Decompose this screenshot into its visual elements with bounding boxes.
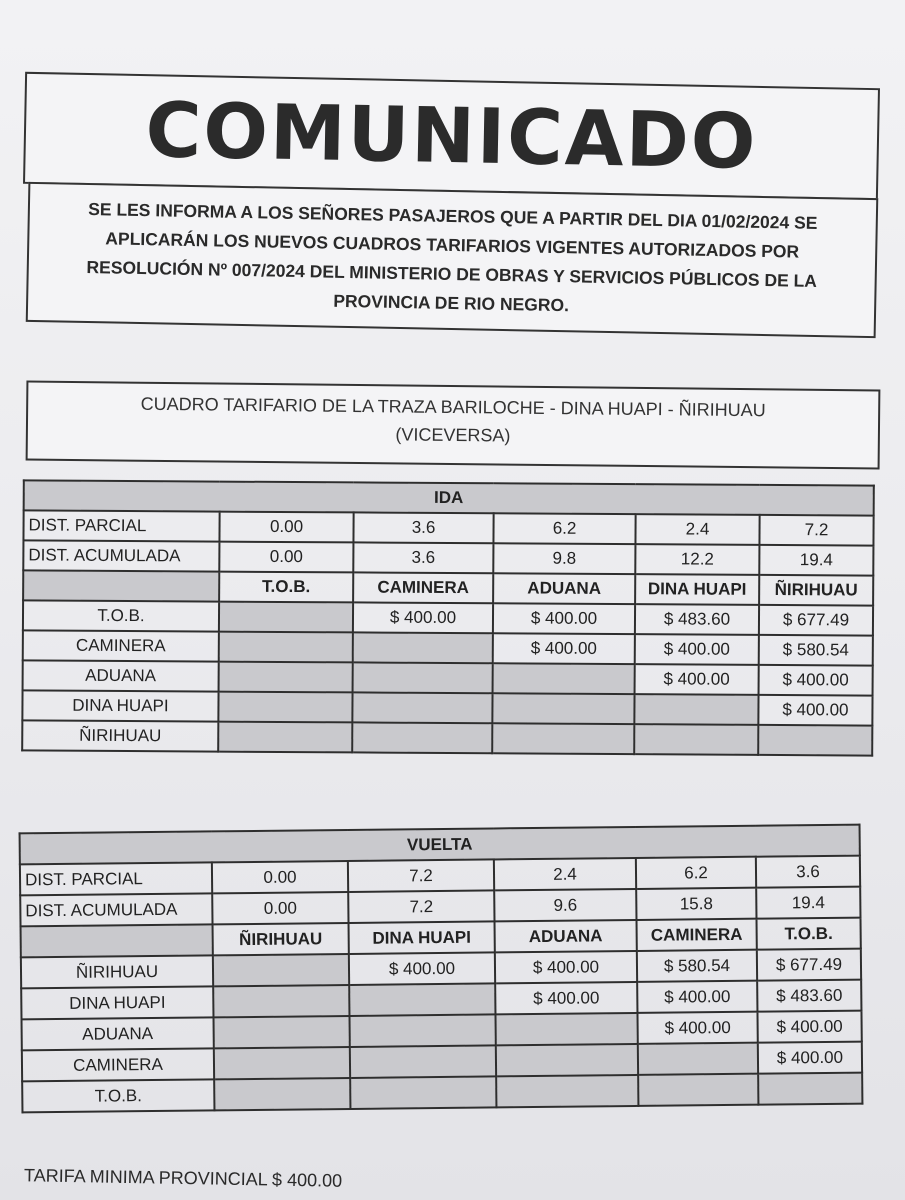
ida-fare-cell	[634, 694, 758, 725]
ida-fare-cell: $ 400.00	[635, 664, 759, 695]
ida-fare-cell: $ 400.00	[758, 695, 872, 726]
vuelta-fare-cell	[638, 1043, 758, 1075]
vuelta-fare-cell	[350, 1076, 496, 1109]
ida-fare-cell	[218, 722, 352, 753]
ida-dist-acumulada-label: DIST. ACUMULADA	[23, 540, 219, 571]
vuelta-fare-cell	[496, 1044, 638, 1076]
vuelta-dist-acumulada-cell: 0.00	[212, 892, 348, 924]
vuelta-fare-cell	[213, 985, 349, 1017]
ida-dist-acumulada-cell: 3.6	[353, 542, 493, 573]
ida-dist-parcial-cell: 6.2	[493, 513, 635, 544]
ida-heading: IDA	[24, 480, 874, 515]
ida-fare-cell: $ 400.00	[353, 602, 493, 633]
ida-row-label: ADUANA	[23, 660, 219, 691]
ida-fare-cell: $ 400.00	[635, 634, 759, 665]
ida-corner-cell	[23, 570, 219, 601]
ida-fare-cell	[352, 692, 492, 723]
ida-fare-row	[22, 720, 872, 755]
vuelta-fare-cell: $ 483.60	[757, 980, 861, 1012]
ida-fare-cell: $ 677.49	[759, 605, 873, 636]
subtitle-line-2: (VICEVERSA)	[395, 424, 511, 446]
ida-fare-cell	[353, 632, 493, 663]
ida-fare-cell: $ 483.60	[635, 604, 759, 635]
vuelta-dist-parcial-label: DIST. PARCIAL	[20, 862, 212, 895]
vuelta-dist-parcial-cell: 6.2	[636, 857, 756, 889]
vuelta-dist-parcial-cell: 7.2	[348, 859, 494, 892]
ida-fare-cell	[219, 632, 353, 663]
vuelta-row-label: DINA HUAPI	[21, 986, 213, 1019]
ida-fare-cell	[353, 662, 493, 693]
vuelta-fare-cell	[638, 1074, 758, 1106]
vuelta-fare-cell: $ 580.54	[637, 950, 757, 982]
vuelta-fare-cell: $ 400.00	[349, 952, 495, 985]
ida-fare-cell	[219, 602, 353, 633]
vuelta-heading: VUELTA	[20, 825, 860, 865]
ida-fare-cell: $ 400.00	[493, 633, 635, 664]
ida-dist-acumulada-cell: 19.4	[759, 545, 873, 576]
ida-stop-header: T.O.B.	[219, 572, 353, 603]
ida-fare-cell	[492, 723, 634, 754]
vuelta-stop-header: ÑIRIHUAU	[213, 923, 349, 955]
vuelta-row-label: CAMINERA	[22, 1048, 214, 1081]
ida-dist-acumulada-cell: 0.00	[219, 542, 353, 573]
ida-stop-header: CAMINERA	[353, 572, 493, 603]
ida-dist-parcial-cell: 2.4	[635, 514, 759, 545]
vuelta-stop-header: ADUANA	[495, 920, 637, 952]
ida-dist-acumulada-cell: 9.8	[493, 543, 635, 574]
vuelta-fare-cell	[214, 1078, 350, 1110]
vuelta-fare-cell: $ 400.00	[757, 1011, 861, 1043]
vuelta-dist-parcial-cell: 3.6	[756, 856, 860, 888]
ida-row-label: DINA HUAPI	[22, 690, 218, 721]
vuelta-fare-table	[19, 824, 864, 1114]
ida-fare-table	[21, 479, 875, 756]
vuelta-row-label: ADUANA	[22, 1017, 214, 1050]
vuelta-dist-parcial-cell: 2.4	[494, 858, 636, 890]
vuelta-fare-cell	[495, 1013, 637, 1045]
ida-dist-parcial-label: DIST. PARCIAL	[23, 510, 219, 541]
ida-stop-header: ÑIRIHUAU	[759, 575, 873, 606]
vuelta-fare-cell	[349, 1014, 495, 1047]
vuelta-stop-header: DINA HUAPI	[349, 921, 495, 954]
notice-line-2: APLICARÁN LOS NUEVOS CUADROS TARIFARIOS VIGENTES AUTORIZADOS POR	[105, 228, 800, 262]
notice-line-3: RESOLUCIÓN Nº 007/2024 DEL MINISTERIO DE OBRAS Y SERVICIOS PÚBLICOS DE LA	[86, 256, 818, 292]
vuelta-dist-acumulada-cell: 9.6	[494, 889, 636, 921]
ida-fare-cell	[219, 662, 353, 693]
ida-row-label: CAMINERA	[23, 630, 219, 661]
vuelta-fare-cell	[349, 983, 495, 1016]
ida-dist-parcial-cell: 7.2	[759, 515, 873, 546]
vuelta-fare-cell	[758, 1073, 862, 1105]
minimum-fare-note: TARIFA MINIMA PROVINCIAL $ 400.00	[23, 1165, 343, 1191]
vuelta-fare-cell: $ 400.00	[758, 1042, 862, 1074]
vuelta-fare-cell	[213, 954, 349, 986]
vuelta-dist-acumulada-cell: 19.4	[756, 887, 860, 919]
ida-fare-cell	[352, 722, 492, 753]
ida-dist-acumulada-cell: 12.2	[635, 544, 759, 575]
vuelta-dist-parcial-cell: 0.00	[212, 861, 348, 893]
vuelta-dist-acumulada-label: DIST. ACUMULADA	[20, 893, 212, 926]
ida-fare-cell	[218, 692, 352, 723]
subtitle-line-1: CUADRO TARIFARIO DE LA TRAZA BARILOCHE - DINA HUAPI - ÑIRIHUAU	[140, 393, 766, 421]
vuelta-fare-cell	[350, 1045, 496, 1078]
vuelta-fare-cell: $ 400.00	[495, 951, 637, 983]
vuelta-stop-header: CAMINERA	[637, 919, 757, 951]
ida-fare-cell	[492, 693, 634, 724]
vuelta-dist-acumulada-cell: 7.2	[348, 890, 494, 923]
ida-dist-parcial-cell: 0.00	[219, 512, 353, 543]
vuelta-dist-acumulada-cell: 15.8	[636, 888, 756, 920]
ida-dist-parcial-cell: 3.6	[353, 512, 493, 543]
ida-stop-header: ADUANA	[493, 573, 635, 604]
ida-fare-cell: $ 400.00	[493, 603, 635, 634]
title-box	[23, 72, 880, 200]
ida-fare-cell	[634, 724, 758, 755]
vuelta-fare-cell: $ 400.00	[495, 982, 637, 1014]
vuelta-fare-cell	[213, 1016, 349, 1048]
notice-box	[26, 182, 879, 338]
ida-row-label: ÑIRIHUAU	[22, 720, 218, 751]
ida-row-label: T.O.B.	[23, 600, 219, 631]
vuelta-fare-cell	[214, 1047, 350, 1079]
vuelta-fare-cell: $ 400.00	[637, 981, 757, 1013]
vuelta-stop-header: T.O.B.	[756, 918, 860, 950]
vuelta-row-label: ÑIRIHUAU	[21, 955, 213, 988]
notice-line-4: PROVINCIA DE RIO NEGRO.	[333, 290, 570, 316]
vuelta-row-label: T.O.B.	[22, 1079, 214, 1112]
ida-stop-header: DINA HUAPI	[635, 574, 759, 605]
ida-fare-cell	[493, 663, 635, 694]
ida-fare-cell	[758, 725, 872, 756]
ida-fare-cell: $ 580.54	[759, 635, 873, 666]
vuelta-fare-cell: $ 677.49	[757, 949, 861, 981]
vuelta-corner-cell	[21, 924, 213, 957]
ida-fare-cell: $ 400.00	[759, 665, 873, 696]
notice-line-1: SE LES INFORMA A LOS SEÑORES PASAJEROS QUE A PARTIR DEL DIA 01/02/2024 SE	[88, 199, 818, 234]
subtitle-box	[26, 381, 881, 470]
document-title: COMUNICADO	[144, 85, 759, 186]
vuelta-fare-cell	[496, 1075, 638, 1107]
vuelta-fare-cell: $ 400.00	[637, 1012, 757, 1044]
